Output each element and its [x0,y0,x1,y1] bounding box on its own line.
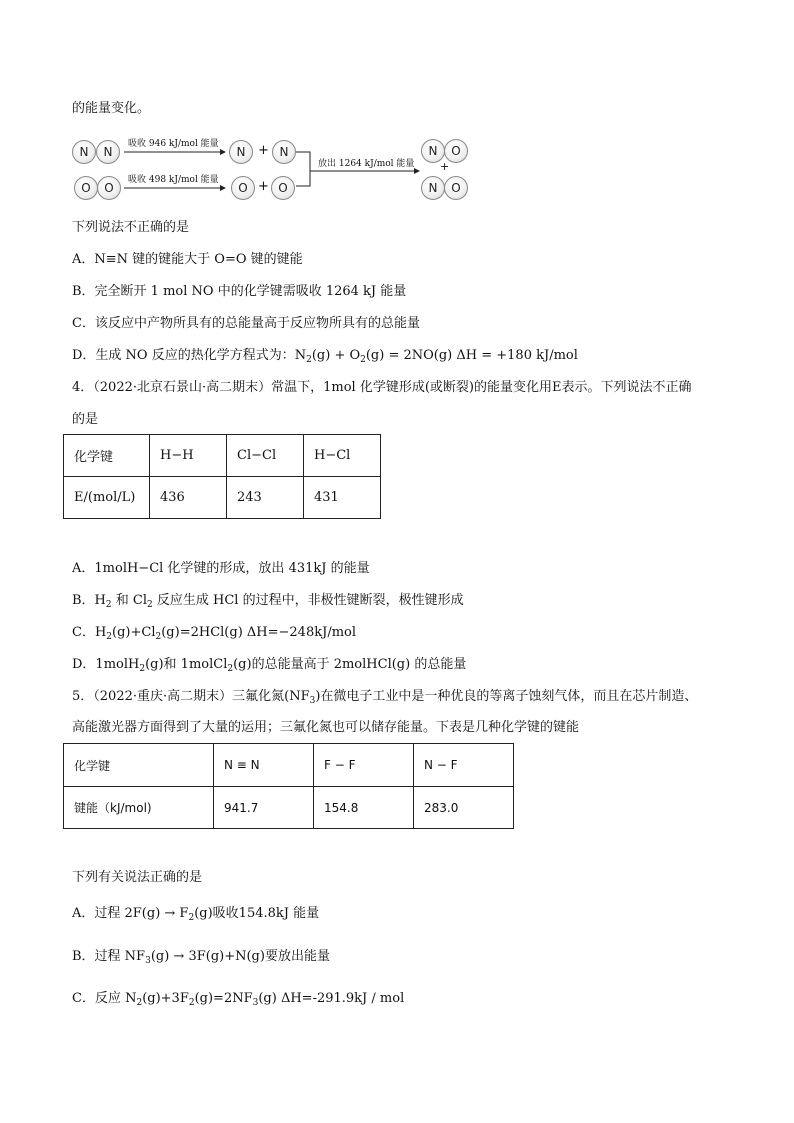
q5-option-c-text: C．反应 N [72,991,137,1006]
oxygen-atom: O [444,176,468,200]
absorb-o2-label: 吸收 498 kJ/mol 能量 [128,175,219,185]
q5-option-a-text: A．过程 2F(g) → F [72,906,189,921]
q4-option-b[interactable] [72,592,464,610]
q5-option-b-text: B．过程 NF [72,949,146,964]
table-cell: 436 [150,477,227,519]
q4-option-b-text: 和 Cl [111,593,147,608]
q5-stem-line1 [72,688,697,706]
subscript: 2 [360,355,366,365]
plus-sign: + [258,179,269,194]
q5-option-c-text: (g)=2NF [194,991,253,1006]
table-header-cell: N ≡ N [214,744,314,787]
q5-option-c[interactable] [72,990,404,1008]
table-cell: E/(mol/L) [64,477,150,519]
subscript: 2 [136,998,143,1008]
subscript: 2 [188,998,195,1008]
nitrogen-atom: N [72,140,96,164]
q3-option-d-rest: (g) + O [311,348,361,363]
subscript: 3 [252,998,259,1008]
table-cell: 154.8 [314,787,414,829]
subscript: 2 [106,632,113,642]
subscript: 2 [306,355,312,365]
q5-stem-text: 5．（2022·重庆·高二期末）三氟化氮(NF [72,689,310,704]
absorb-n2-label: 吸收 946 kJ/mol 能量 [128,139,219,149]
q5-stem-line2: 高能激光器方面得到了大量的运用；三氟化氮也可以储存能量。下表是几种化学键的键能 [72,720,580,735]
nitrogen-atom: N [421,139,445,163]
table-cell: 283.0 [414,787,514,829]
q3-stem: 下列说法不正确的是 [72,220,190,235]
table-header-cell: H−Cl [304,435,381,477]
q4-option-c[interactable] [72,624,356,642]
q3-option-d-end: (g) = 2NO(g) ΔH = +180 kJ/mol [365,348,578,363]
arrow-right-icon [124,148,226,156]
subscript: 2 [147,600,153,610]
q5-bond-energy-table [63,743,514,829]
subscript: 3 [309,696,316,706]
table-header-cell: F − F [314,744,414,787]
q5-stem-text: )在微电子工业中是一种优良的等离子蚀刻气体，而且在芯片制造、 [315,689,698,704]
q4-option-a[interactable]: A．1molH−Cl 化学键的形成，放出 431kJ 的能量 [72,561,370,576]
intro-text: 的能量变化。 [72,101,151,116]
oxygen-atom: O [74,176,98,200]
q4-option-c-text: (g)+Cl [112,625,156,640]
q4-option-d-text: (g)和 1molCl [145,657,228,672]
arrow-right-icon [310,167,420,175]
table-cell: 941.7 [214,787,314,829]
table-header-cell: N − F [414,744,514,787]
subscript: 2 [139,664,146,674]
q5-option-a[interactable] [72,905,319,923]
nitrogen-atom: N [421,176,445,200]
arrow-right-icon [124,184,226,192]
q5-option-c-text: (g) ΔH=-291.9kJ / mol [258,991,405,1006]
q4-option-d-text: D．1molH [72,657,140,672]
table-cell: 键能（kJ/mol) [64,787,214,829]
q4-option-c-text: (g)=2HCl(g) ΔH=−248kJ/mol [161,625,357,640]
oxygen-atom: O [231,176,255,200]
subscript: 2 [188,913,195,923]
subscript: 2 [155,632,162,642]
q3-option-d[interactable] [72,347,578,365]
q3-option-c[interactable]: C．该反应中产物所具有的总能量高于反应物所具有的总能量 [72,316,420,331]
q4-option-b-text: 反应生成 HCl 的过程中，非极性键断裂，极性键形成 [152,593,464,608]
q4-option-d-text: (g)的总能量高于 2molHCl(g) 的总能量 [233,657,467,672]
q4-stem-line2: 的是 [72,412,99,427]
table-cell: 243 [227,477,304,519]
q5-option-a-text: (g)吸收154.8kJ 能量 [194,906,320,921]
q4-bond-energy-table [63,434,381,519]
plus-sign: + [258,143,269,158]
oxygen-atom: O [271,176,295,200]
q5-sub-stem: 下列有关说法正确的是 [72,870,203,885]
table-header-cell: 化学键 [64,744,214,787]
oxygen-atom: O [444,139,468,163]
q4-option-b-text: B．H [72,593,106,608]
nitrogen-atom: N [229,140,253,164]
plus-sign: + [440,160,450,173]
q5-option-c-text: (g)+3F [142,991,189,1006]
q5-option-b-text: (g) → 3F(g)+N(g)要放出能量 [150,949,330,964]
table-header-cell: H−H [150,435,227,477]
oxygen-atom: O [97,176,121,200]
subscript: 3 [145,956,151,966]
table-cell: 431 [304,477,381,519]
q3-option-a[interactable]: A．N≡N 键的键能大于 O=O 键的键能 [72,252,303,267]
table-header-cell: 化学键 [64,435,150,477]
q4-option-c-text: C．H [72,625,107,640]
release-label: 放出 1264 kJ/mol 能量 [318,159,415,169]
nitrogen-atom: N [96,140,120,164]
subscript: 2 [105,600,112,610]
table-header-cell: Cl−Cl [227,435,304,477]
subscript: 2 [227,664,234,674]
q3-option-b[interactable]: B．完全断开 1 mol NO 中的化学键需吸收 1264 kJ 能量 [72,284,407,299]
nitrogen-atom: N [272,140,296,164]
q4-option-d[interactable] [72,656,466,674]
q5-option-b[interactable] [72,948,330,966]
q3-option-d-prefix: D．生成 NO 反应的热化学方程式为：N [72,348,307,363]
energy-diagram [0,0,794,210]
q4-stem-line1: 4．（2022·北京石景山·高二期末）常温下，1mol 化学键形成(或断裂)的能量变化用E表示。下列说法不正确 [72,380,692,395]
